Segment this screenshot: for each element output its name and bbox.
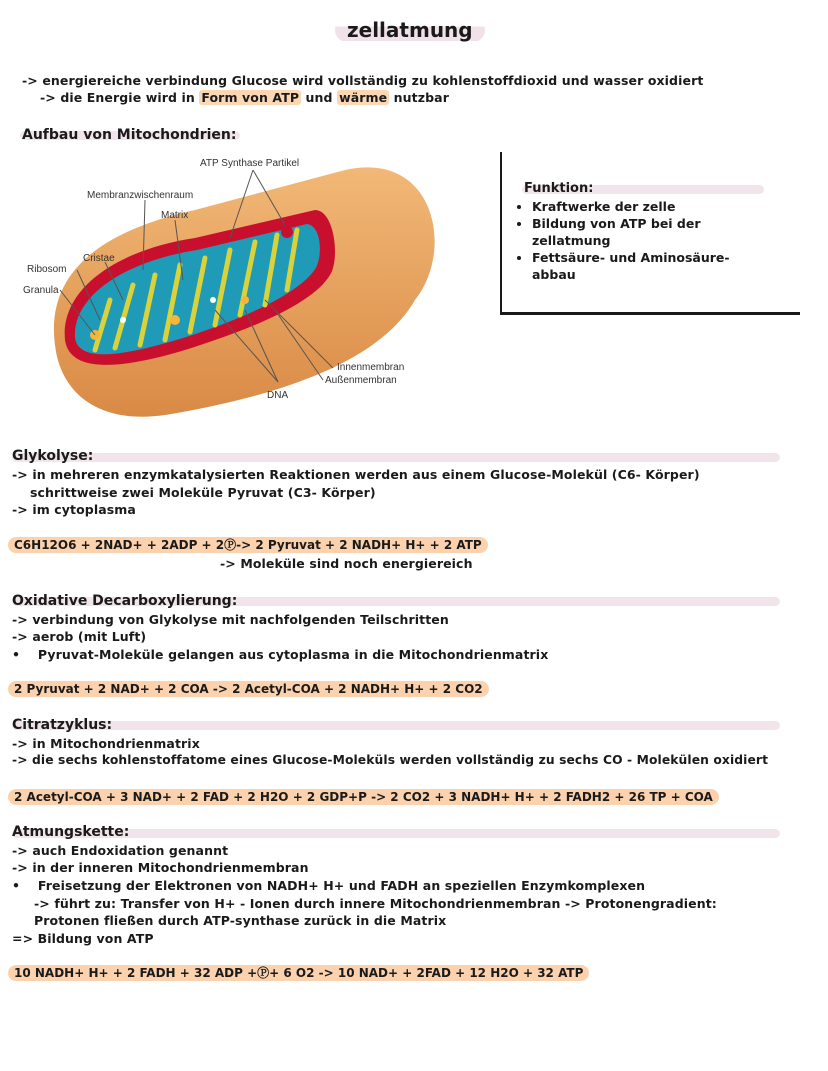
oxdec-line-3: • Pyruvat-Moleküle gelangen aus cytoplasma in die Mitochondrienmatrix — [12, 647, 549, 662]
heading-highlight — [12, 721, 780, 730]
citrat-line-1: -> in Mitochondrienmatrix — [12, 736, 200, 751]
label-dna: DNA — [267, 390, 289, 401]
atmung-line-1: -> auch Endoxidation genannt — [12, 843, 229, 858]
function-box — [500, 152, 800, 315]
list-item: • Kraftwerke der zelle — [532, 198, 802, 215]
oxdec-heading: Oxidative Decarboxylierung: — [12, 593, 238, 609]
label-matrix: Matrix — [161, 210, 189, 221]
atmung-line-4: -> führt zu: Transfer von H+ - Ionen durch innere Mitochondrienmembran -> Protonengradient: — [34, 896, 717, 911]
oxdec-line-2: -> aerob (mit Luft) — [12, 629, 147, 644]
label-aussenmembran: Außenmembran — [325, 375, 397, 386]
label-granula: Granula — [23, 285, 59, 296]
intro-line-2 — [40, 89, 449, 106]
oxdec-line-1: -> verbindung von Glykolyse mit nachfolgenden Teilschritten — [12, 612, 449, 627]
atmung-line-6: => Bildung von ATP — [12, 931, 154, 946]
citrat-line-2: -> die sechs kohlenstoffatome eines Glucose-Moleküls werden vollständig zu sechs CO - Molekülen oxidiert — [12, 753, 769, 767]
atmung-line-2: -> in der inneren Mitochondrienmembran — [12, 860, 309, 875]
bullet-text: Freisetzung der Elektronen von NADH+ H+ und FADH an speziellen Enzymkomplexen — [37, 878, 646, 893]
label-innenmembran: Innenmembran — [337, 362, 405, 373]
label-cristae: Cristae — [83, 253, 115, 264]
highlight-waerme: wärme — [339, 90, 388, 105]
atmung-equation: 10 NADH+ H+ + 2 FADH + 32 ADP +Ⓟ+ 6 O2 -> 10 NAD+ + 2FAD + 12 H2O + 32 ATP — [8, 965, 589, 981]
atmung-line-5: Protonen fließen durch ATP-synthase zurück in die Matrix — [34, 913, 447, 928]
glykolyse-equation: C6H12O6 + 2NAD+ + 2ADP + 2Ⓟ-> 2 Pyruvat + 2 NADH+ H+ + 2 ATP — [8, 537, 488, 553]
label-ribosom: Ribosom — [27, 264, 67, 275]
label-atp-synthase: ATP Synthase Partikel — [200, 158, 300, 169]
highlight-atp: Form von ATP — [201, 90, 300, 105]
glykolyse-line-2: schrittweise zwei Moleküle Pyruvat (C3- Körper) — [30, 485, 376, 500]
intro-line-1: -> energiereiche verbindung Glucose wird vollständig zu kohlenstoffdioxid und wasser oxidiert — [22, 73, 704, 88]
bullet-text: Pyruvat-Moleküle gelangen aus cytoplasma in die Mitochondrienmatrix — [37, 647, 549, 662]
atmung-heading: Atmungskette: — [12, 824, 130, 840]
citrat-equation: 2 Acetyl-COA + 3 NAD+ + 2 FAD + 2 H2O + 2 GDP+P -> 2 CO2 + 3 NADH+ H+ + 2 FADH2 + 26 TP + COA — [8, 789, 719, 805]
atmung-line-3: • Freisetzung der Elektronen von NADH+ H+ und FADH an speziellen Enzymkomplexen — [12, 878, 646, 893]
citrat-heading: Citratzyklus: — [12, 717, 113, 733]
label-membranzwischenraum: Membranzwischenraum — [87, 190, 194, 201]
page-title: zellatmung — [335, 18, 485, 42]
oxdec-equation: 2 Pyruvat + 2 NAD+ + 2 COA -> 2 Acetyl-COA + 2 NADH+ H+ + 2 CO2 — [8, 681, 489, 697]
list-item: • Bildung von ATP bei der zellatmung — [532, 215, 722, 249]
intro-text: nutzbar — [389, 90, 449, 105]
glykolyse-heading: Glykolyse: — [12, 448, 94, 464]
list-item: • Fettsäure- und Aminosäure-abbau — [532, 249, 762, 283]
mitochondrion-diagram — [15, 150, 445, 425]
glykolyse-line-1: -> in mehreren enzymkatalysierten Reaktionen werden aus einem Glucose-Molekül (C6- Körper) — [12, 467, 700, 482]
aufbau-heading: Aufbau von Mitochondrien: — [22, 127, 237, 143]
intro-text: -> die Energie wird in — [40, 90, 200, 105]
intro-text: und — [301, 90, 338, 105]
glykolyse-line-3: -> im cytoplasma — [12, 502, 136, 517]
glykolyse-note: -> Moleküle sind noch energiereich — [220, 556, 473, 571]
function-list — [510, 198, 802, 283]
funktion-heading: Funktion: — [524, 181, 594, 196]
heading-highlight — [12, 453, 780, 462]
